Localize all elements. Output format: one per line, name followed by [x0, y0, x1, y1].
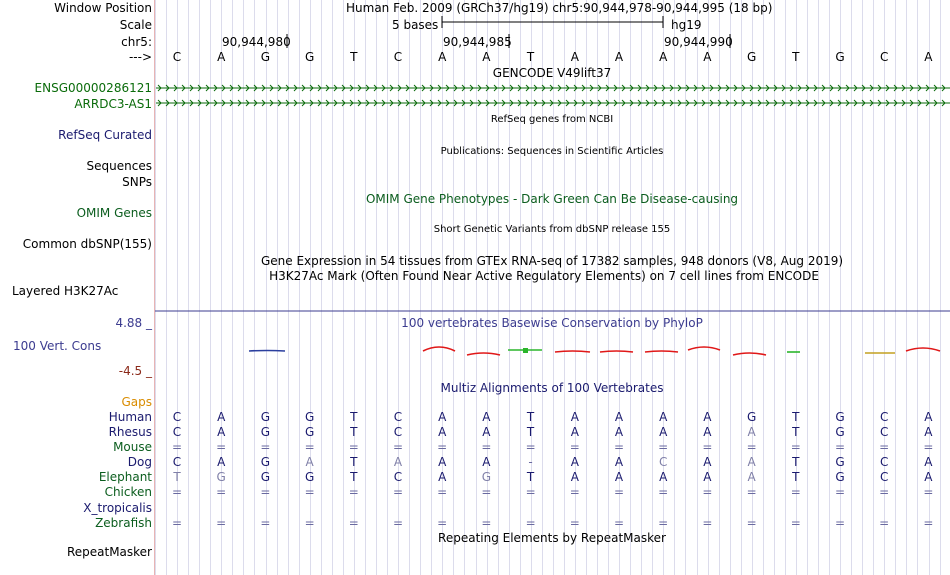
aligned-base: = [216, 485, 227, 499]
aligned-base: C [879, 455, 889, 469]
aligned-base: A [570, 425, 579, 439]
species-label[interactable]: Elephant [98, 470, 152, 484]
reference-base: T [350, 50, 358, 64]
conservation-max: 4.88 _ [115, 316, 152, 330]
reference-base: A [217, 50, 226, 64]
aligned-base: A [703, 410, 712, 424]
scale-assembly: hg19 [671, 18, 702, 32]
window-position-label: Window Position [54, 1, 152, 15]
species-label[interactable]: X_tropicalis [83, 501, 152, 515]
omim-label[interactable]: OMIM Genes [76, 206, 152, 220]
aligned-base: T [173, 470, 181, 484]
aligned-base: A [659, 425, 668, 439]
h3k27ac-title: H3K27Ac Mark (Often Found Near Active Regulatory Elements) on 7 cell lines from ENCODE [269, 269, 819, 283]
reference-base: T [526, 50, 535, 64]
conservation-wiggle [249, 347, 940, 355]
aligned-base: G [216, 470, 226, 484]
aligned-base: C [172, 425, 182, 439]
aligned-base: = [879, 440, 890, 454]
aligned-base: = [260, 516, 271, 530]
aligned-base: A [570, 470, 579, 484]
sequences-label[interactable]: Sequences [86, 159, 152, 173]
aligned-base: G [304, 425, 315, 439]
aligned-base: C [879, 410, 889, 424]
aligned-base: A [482, 410, 491, 424]
reference-base: A [482, 50, 491, 64]
aligned-base: T [350, 470, 358, 484]
conservation-mark [467, 353, 500, 355]
aligned-base: = [171, 485, 183, 499]
aligned-base: = [834, 516, 846, 530]
aligned-base: = [392, 485, 404, 499]
aligned-base: C [393, 425, 403, 439]
aligned-base: T [792, 425, 800, 439]
scale-text: 5 bases [392, 18, 439, 32]
aligned-base: = [702, 440, 713, 454]
aligned-base: T [792, 455, 800, 469]
aligned-base: T [350, 455, 358, 469]
aligned-base: = [216, 516, 227, 530]
aligned-base: A [438, 470, 447, 484]
gene-label-arrdc3-as1[interactable]: ARRDC3-AS1 [74, 97, 152, 111]
aligned-base: = [923, 516, 934, 530]
aligned-base: A [614, 470, 624, 484]
aligned-base: A [217, 410, 226, 424]
aligned-base: A [703, 425, 712, 439]
dbsnp-title: Short Genetic Variants from dbSNP release 155 [433, 224, 671, 235]
gene-label-ensg[interactable]: ENSG00000286121 [34, 81, 152, 95]
strand-label: ---> [128, 50, 152, 64]
aligned-base: A [747, 470, 756, 484]
aligned-base: A [482, 455, 491, 469]
aligned-base: = [481, 516, 492, 530]
aligned-base: A [614, 425, 624, 439]
aligned-base: = [790, 440, 801, 454]
aligned-base: A [438, 455, 447, 469]
aligned-base: = [923, 440, 934, 454]
aligned-base: = [569, 485, 580, 499]
gencode-title: GENCODE V49lift37 [492, 66, 612, 80]
aligned-base: T [526, 425, 535, 439]
aligned-base: A [570, 455, 579, 469]
aligned-base: A [703, 455, 712, 469]
aligned-base: A [438, 410, 447, 424]
aligned-base: = [437, 485, 448, 499]
aligned-base: - [528, 455, 533, 469]
reference-base: C [172, 50, 182, 64]
species-label[interactable]: Zebrafish [95, 516, 152, 530]
aligned-base: C [172, 410, 182, 424]
aligned-base: = [481, 485, 492, 499]
aligned-base: C [658, 455, 668, 469]
aligned-base: A [570, 410, 579, 424]
aligned-base: T [792, 470, 800, 484]
aligned-base: = [348, 440, 359, 454]
aligned-base: G [835, 410, 845, 424]
aligned-base: = [304, 440, 315, 454]
aligned-base: G [304, 470, 315, 484]
common-dbsnp-label[interactable]: Common dbSNP(155) [22, 237, 152, 251]
species-label[interactable]: Mouse [113, 440, 152, 454]
species-label[interactable]: Dog [127, 455, 152, 469]
aligned-base: G [835, 425, 845, 439]
aligned-base: = [834, 440, 846, 454]
aligned-base: = [171, 440, 183, 454]
repeatmasker-label[interactable]: RepeatMasker [66, 545, 152, 559]
species-label[interactable]: Human [108, 410, 152, 424]
aligned-base: = [348, 516, 359, 530]
gtex-title: Gene Expression in 54 tissues from GTEx RNA-seq of 17382 samples, 948 donors (V8, Aug 2019) [260, 254, 844, 268]
aligned-base: A [924, 470, 933, 484]
reference-base: G [835, 50, 845, 64]
multiz-title: Multiz Alignments of 100 Vertebrates [440, 381, 664, 395]
reference-base: C [393, 50, 403, 64]
aligned-base: C [393, 410, 403, 424]
aligned-base: = [348, 485, 359, 499]
aligned-base: = [658, 440, 669, 454]
aligned-base: C [172, 455, 182, 469]
aligned-base: A [659, 410, 668, 424]
aligned-base: = [879, 516, 890, 530]
aligned-base: = [569, 440, 580, 454]
conservation-mark [645, 351, 678, 352]
conservation-mark [423, 347, 455, 351]
conservation-point [523, 348, 528, 353]
reference-base: A [703, 50, 712, 64]
aligned-base: = [437, 440, 448, 454]
aligned-base: A [217, 455, 226, 469]
species-label[interactable]: Rhesus [108, 425, 152, 439]
reference-base: G [304, 50, 315, 64]
conservation-mark [600, 351, 633, 352]
aligned-base: G [835, 455, 845, 469]
aligned-base: T [350, 425, 358, 439]
aligned-base: A [438, 425, 447, 439]
aligned-base: T [792, 410, 800, 424]
chrom-label: chr5: [121, 35, 152, 49]
species-label[interactable]: Chicken [104, 485, 152, 499]
aligned-base: T [526, 470, 535, 484]
aligned-base: = [525, 516, 536, 530]
aligned-base: = [790, 516, 801, 530]
aligned-base: G [260, 410, 271, 424]
aligned-base: = [216, 440, 227, 454]
conservation-title: 100 vertebrates Basewise Conservation by PhyloP [401, 316, 703, 330]
aligned-base: G [746, 410, 757, 424]
aligned-base: A [393, 455, 403, 469]
reference-base: T [792, 50, 800, 64]
refseq-label[interactable]: RefSeq Curated [58, 128, 152, 142]
aligned-base: C [879, 425, 889, 439]
aligned-base: A [924, 455, 933, 469]
aligned-base: T [350, 410, 358, 424]
aligned-base: C [879, 470, 889, 484]
reference-base: A [659, 50, 668, 64]
aligned-base: A [924, 425, 933, 439]
aligned-base: = [746, 516, 757, 530]
aligned-base: A [659, 470, 668, 484]
reference-base: C [879, 50, 889, 64]
aligned-base: A [747, 425, 756, 439]
aligned-base: = [790, 485, 801, 499]
reference-base: G [746, 50, 757, 64]
conservation-mark [555, 351, 590, 352]
aligned-base: G [260, 470, 271, 484]
aligned-base: = [658, 516, 669, 530]
publications-title: Publications: Sequences in Scientific Articles [440, 146, 664, 157]
conservation-mark [906, 348, 940, 351]
aligned-base: A [924, 410, 933, 424]
reference-base: A [570, 50, 579, 64]
reference-base: G [260, 50, 271, 64]
aligned-base: = [613, 485, 625, 499]
conservation-min: -4.5 _ [118, 364, 152, 378]
conservation-mark [688, 347, 720, 350]
aligned-base: C [393, 470, 403, 484]
aligned-base: = [304, 485, 315, 499]
aligned-base: A [614, 455, 624, 469]
aligned-base: = [702, 485, 713, 499]
aligned-base: = [613, 440, 625, 454]
aligned-base: = [392, 516, 404, 530]
snps-label[interactable]: SNPs [122, 175, 152, 189]
aligned-base: = [746, 485, 757, 499]
aligned-base: G [835, 470, 845, 484]
aligned-base: = [569, 516, 580, 530]
aligned-base: = [437, 516, 448, 530]
aligned-base: = [702, 516, 713, 530]
aligned-base: A [217, 425, 226, 439]
aligned-base: = [613, 516, 625, 530]
aligned-base: A [703, 470, 712, 484]
aligned-base: A [482, 425, 491, 439]
aligned-base: A [747, 455, 756, 469]
aligned-base: = [834, 485, 846, 499]
aligned-base: = [525, 440, 536, 454]
refseq-title: RefSeq genes from NCBI [490, 114, 614, 125]
aligned-base: A [305, 455, 314, 469]
window-position-value: Human Feb. 2009 (GRCh37/hg19) chr5:90,944,978-90,944,995 (18 bp) [346, 1, 773, 15]
gaps-label[interactable]: Gaps [121, 395, 152, 409]
h3k27ac-label[interactable]: Layered H3K27Ac [12, 284, 119, 298]
aligned-base: = [171, 516, 183, 530]
aligned-base: G [260, 455, 271, 469]
aligned-base: G [260, 425, 271, 439]
aligned-base: = [879, 485, 890, 499]
aligned-base: = [260, 485, 271, 499]
reference-base: A [438, 50, 447, 64]
aligned-base: = [260, 440, 271, 454]
aligned-base: = [923, 485, 934, 499]
conservation-mark [733, 353, 766, 355]
aligned-base: = [304, 516, 315, 530]
aligned-base: T [526, 410, 535, 424]
aligned-base: = [746, 440, 757, 454]
aligned-base: G [304, 410, 315, 424]
reference-base: A [924, 50, 933, 64]
conservation-label[interactable]: 100 Vert. Cons [13, 339, 102, 353]
aligned-base: = [658, 485, 669, 499]
ruler-label-1: 90,944,980 [222, 35, 291, 49]
scale-label: Scale [119, 18, 152, 32]
conservation-mark [249, 351, 285, 352]
ruler-label-3: 90,944,990 [664, 35, 733, 49]
aligned-base: = [392, 440, 404, 454]
aligned-base: = [481, 440, 492, 454]
aligned-base: A [614, 410, 624, 424]
repeatmasker-title: Repeating Elements by RepeatMasker [438, 531, 666, 545]
ruler-label-2: 90,944,985 [443, 35, 512, 49]
reference-base: A [614, 50, 624, 64]
aligned-base: G [481, 470, 492, 484]
aligned-base: = [525, 485, 536, 499]
omim-title: OMIM Gene Phenotypes - Dark Green Can Be Disease-causing [365, 192, 739, 206]
